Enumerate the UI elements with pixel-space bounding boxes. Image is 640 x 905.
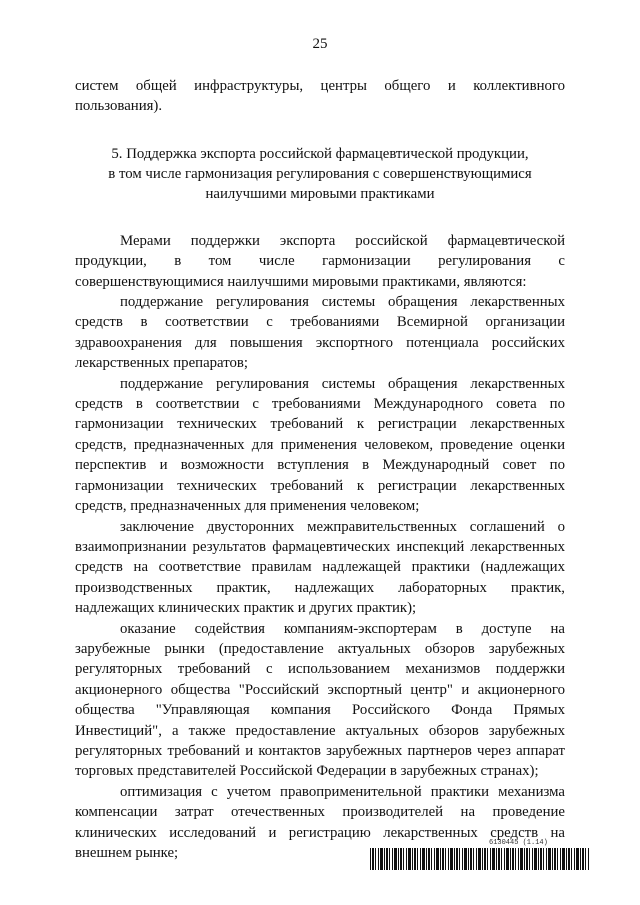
section-heading-line-3: наилучшими мировыми практиками	[205, 185, 435, 202]
barcode-number: 6130445 (1.14)	[489, 839, 548, 847]
paragraph-cost-compensation: оптимизация с учетом правоприменительной практики механизма компенсации затрат отечественных производителей на проведение клинических исследований и регистрацию лекарственных средств на внешнем рынке;	[75, 783, 565, 861]
barcode	[370, 848, 590, 870]
section-heading	[75, 144, 565, 204]
section-heading-line-1: 5. Поддержка экспорта российской фармацевтической продукции,	[111, 145, 529, 162]
section-heading-line-2: в том числе гармонизация регулирования с совершенствующимися	[108, 165, 532, 182]
intro-text: систем общей инфраструктуры, центры общего и коллективного пользования).	[75, 78, 565, 115]
paragraph-bilateral-agreements: заключение двусторонних межправительственных соглашений о взаимопризнании результатов фармацевтических инспекций лекарственных средств на соответствие правилам надлежащей практики (надлежащих производственных практик, надлежащих лабораторных практик, надлежащих клинических практик и других практик);	[75, 518, 565, 617]
page-number: 25	[312, 36, 328, 52]
document-body	[75, 76, 565, 863]
paragraph-measures-intro: Мерами поддержки экспорта российской фармацевтической продукции, в том числе гармонизации регулирования с совершенствующимися наилучшими мировыми практиками, являются:	[75, 232, 565, 290]
paragraph-exporter-assistance: оказание содействия компаниям-экспортерам в доступе на зарубежные рынки (предоставление актуальных обзоров зарубежных регуляторных требований с использованием механизмов поддержки акционерного общества "Российский экспортный центр" и акционерного общества "Управляющая компания Российского Фонда Прямых Инвестиций", а также предоставление актуальных обзоров зарубежных регуляторных требований и контактов зарубежных партнеров через аппарат торговых представителей Российской Федерации в зарубежных странах);	[75, 620, 565, 780]
paragraph-who-regulation: поддержание регулирования системы обращения лекарственных средств в соответствии с требованиями Всемирной организации здравоохранения для повышения экспортного потенциала российских лекарственных препаратов;	[75, 294, 565, 372]
paragraph-ich-regulation: поддержание регулирования системы обращения лекарственных средств в соответствии с требованиями Международного совета по гармонизации технических требований к регистрации лекарственных средств, предназначенных для применения человеком, проведение оценки перспектив и возможности вступления в Международный совет по гармонизации технических требований к регистрации лекарственных средств, предназначенных для применения человеком;	[75, 375, 565, 515]
